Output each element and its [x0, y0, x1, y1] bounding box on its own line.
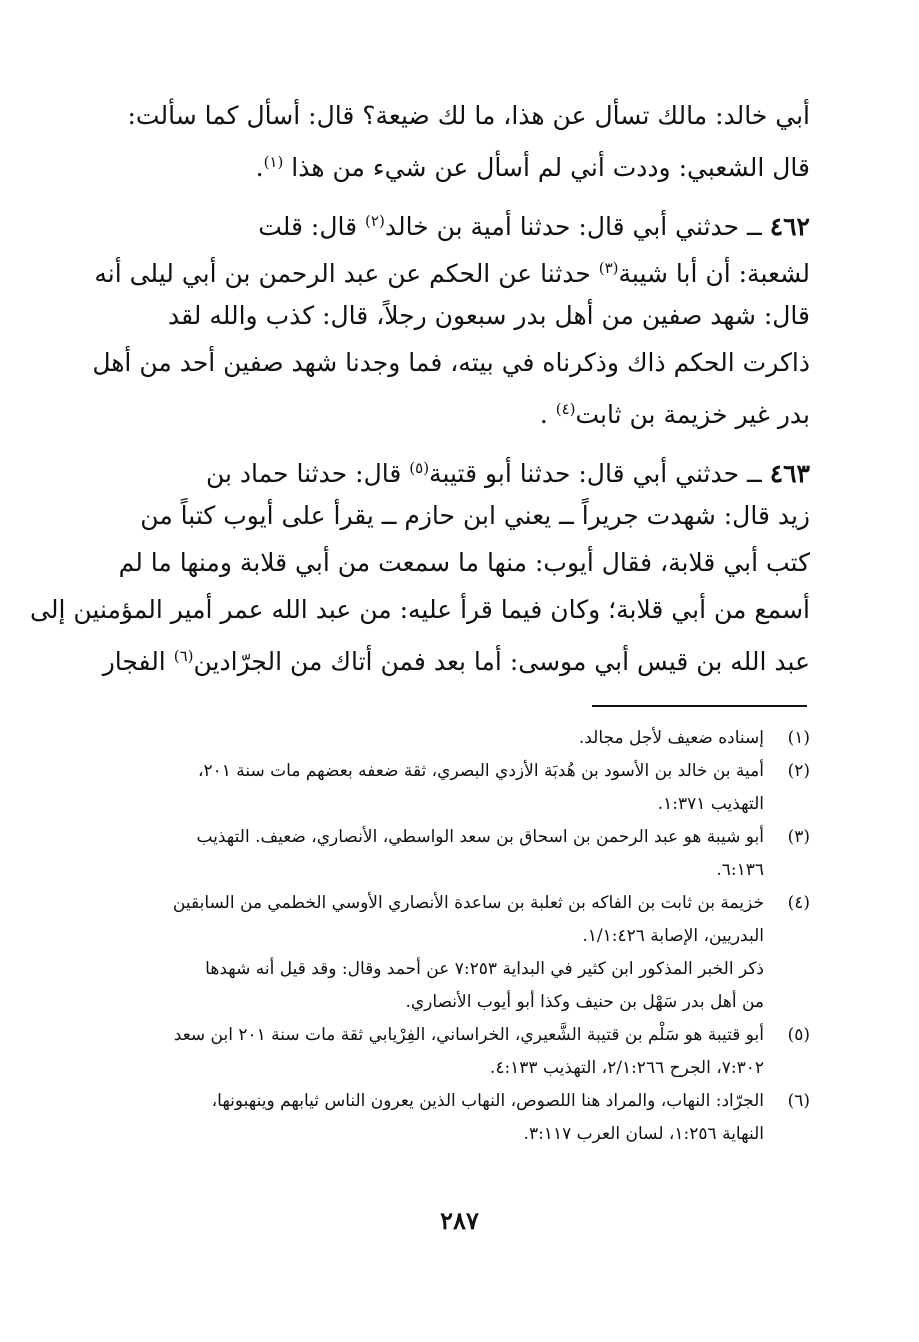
footnote-1 — [130, 722, 810, 755]
footnote-number: (٢) — [787, 761, 810, 781]
footnote-3 — [130, 821, 810, 887]
text-line: عبد الله بن قيس أبي موسى: أما بعد فمن أتاك من الجرّادين$^{(٦)}$ الفجار — [102, 647, 810, 676]
footnote-number: (٤) — [787, 893, 810, 913]
footnote-4 — [130, 887, 810, 1019]
narration-462 — [92, 198, 810, 433]
footnote-ref: (١) — [263, 153, 284, 171]
footnote-line: إسناده ضعيف لأجل مجالد. — [578, 728, 764, 748]
footnote-ref: (٥) — [409, 459, 430, 477]
footnote-line: التهذيب ١:٣٧١. — [657, 794, 764, 814]
narration-number: ٤٦٣ — [769, 459, 810, 488]
footnote-number: (٥) — [787, 1025, 810, 1045]
footnote-ref: (٤) — [555, 400, 576, 418]
page-number: ٢٨٧ — [440, 1206, 479, 1235]
footnote-line: خزيمة بن ثابت بن الفاكه بن ثعلبة بن ساعدة الأنصاري الأوسي الخطمي من السابقين — [172, 893, 764, 913]
narration-number: ٤٦٢ — [769, 212, 810, 241]
footnote-line: أبو قتيبة هو سَلْم بن قتيبة الشَّعيري، الخراساني، الفِرْيابي ثقة مات سنة ٢٠١ ابن سعد — [173, 1025, 764, 1045]
footnote-divider — [592, 705, 807, 707]
footnote-line: البدريين، الإصابة ١/١:٤٢٦. — [582, 926, 764, 946]
footnote-6 — [130, 1085, 810, 1151]
footnote-ref: (٦) — [173, 647, 194, 665]
footnote-line: من أهل بدر سَهْل بن حنيف وكذا أبو أيوب الأنصاري. — [405, 992, 764, 1012]
footnote-line: ذكر الخبر المذكور ابن كثير في البداية ٧:٢٥٣ عن أحمد وقال: وقد قيل أنه شهدها — [205, 959, 764, 979]
footnote-5 — [130, 1019, 810, 1085]
footnote-ref: (٣) — [598, 259, 619, 277]
footnote-line: أبو شيبة هو عبد الرحمن بن اسحاق بن سعد الواسطي، الأنصاري، ضعيف. التهذيب — [196, 827, 764, 847]
footnotes — [130, 722, 810, 1151]
footnote-number: (١) — [787, 728, 810, 748]
text-line: ٤٦٣ــ حدثني أبي قال: حدثنا أبو قتيبة$^{(٥)}$ قال: حدثنا حماد بن — [205, 459, 810, 488]
text-line: لشعبة: أن أبا شيبة$^{(٣)}$ حدثنا عن الحكم عن عبد الرحمن بن أبي ليلى أنه — [94, 259, 810, 288]
narration-463 — [30, 445, 810, 680]
text-line: ذاكرت الحكم ذاك وذكرناه في بيته، فما وجدنا شهد صفين أحد من أهل — [92, 348, 810, 377]
text-line: قال: شهد صفين من أهل بدر سبعون رجلاً، قال: كذب والله لقد — [167, 301, 810, 330]
footnote-line: الجرّاد: النهاب، والمراد هنا اللصوص، النهاب الذين يعرون الناس ثيابهم وينهبونها، — [211, 1091, 764, 1111]
text-line: أبي خالد: مالك تسأل عن هذا، ما لك ضيعة؟ قال: أسأل كما سألت: — [127, 101, 810, 130]
text-line: ٤٦٢ــ حدثني أبي قال: حدثنا أمية بن خالد$^{(٢)}$ قال: قلت — [258, 212, 810, 241]
text-line: أسمع من أبي قلابة؛ وكان فيما قرأ عليه: من عبد الله عمر أمير المؤمنين إلى — [30, 595, 810, 624]
text-line: بدر غير خزيمة بن ثابت$^{(٤)}$ . — [539, 400, 810, 429]
footnote-line: النهاية ١:٢٥٦، لسان العرب ٣:١١٧. — [523, 1124, 764, 1144]
text-line: قال الشعبي: وددت أني لم أسأل عن شيء من هذا $^{(١)}$. — [255, 153, 810, 182]
footnote-line: ٦:١٣٦. — [716, 860, 764, 880]
footnote-line: ٧:٣٠٢، الجرح ٢/١:٢٦٦، التهذيب ٤:١٣٣. — [489, 1058, 764, 1078]
footnote-number: (٦) — [787, 1091, 810, 1111]
footnote-2 — [130, 755, 810, 821]
footnote-number: (٣) — [787, 827, 810, 847]
text-line: كتب أبي قلابة، فقال أيوب: منها ما سمعت من أبي قلابة ومنها ما لم — [118, 548, 810, 577]
footnote-line: أمية بن خالد بن الأسود بن هُدبَة الأزدي البصري، ثقة ضعفه بعضهم مات سنة ٢٠١، — [197, 761, 764, 781]
text-line: زيد قال: شهدت جريراً ــ يعني ابن حازم ــ يقرأ على أيوب كتباً من — [140, 501, 810, 530]
footnote-ref: (٢) — [365, 212, 385, 230]
main-text — [30, 92, 810, 680]
